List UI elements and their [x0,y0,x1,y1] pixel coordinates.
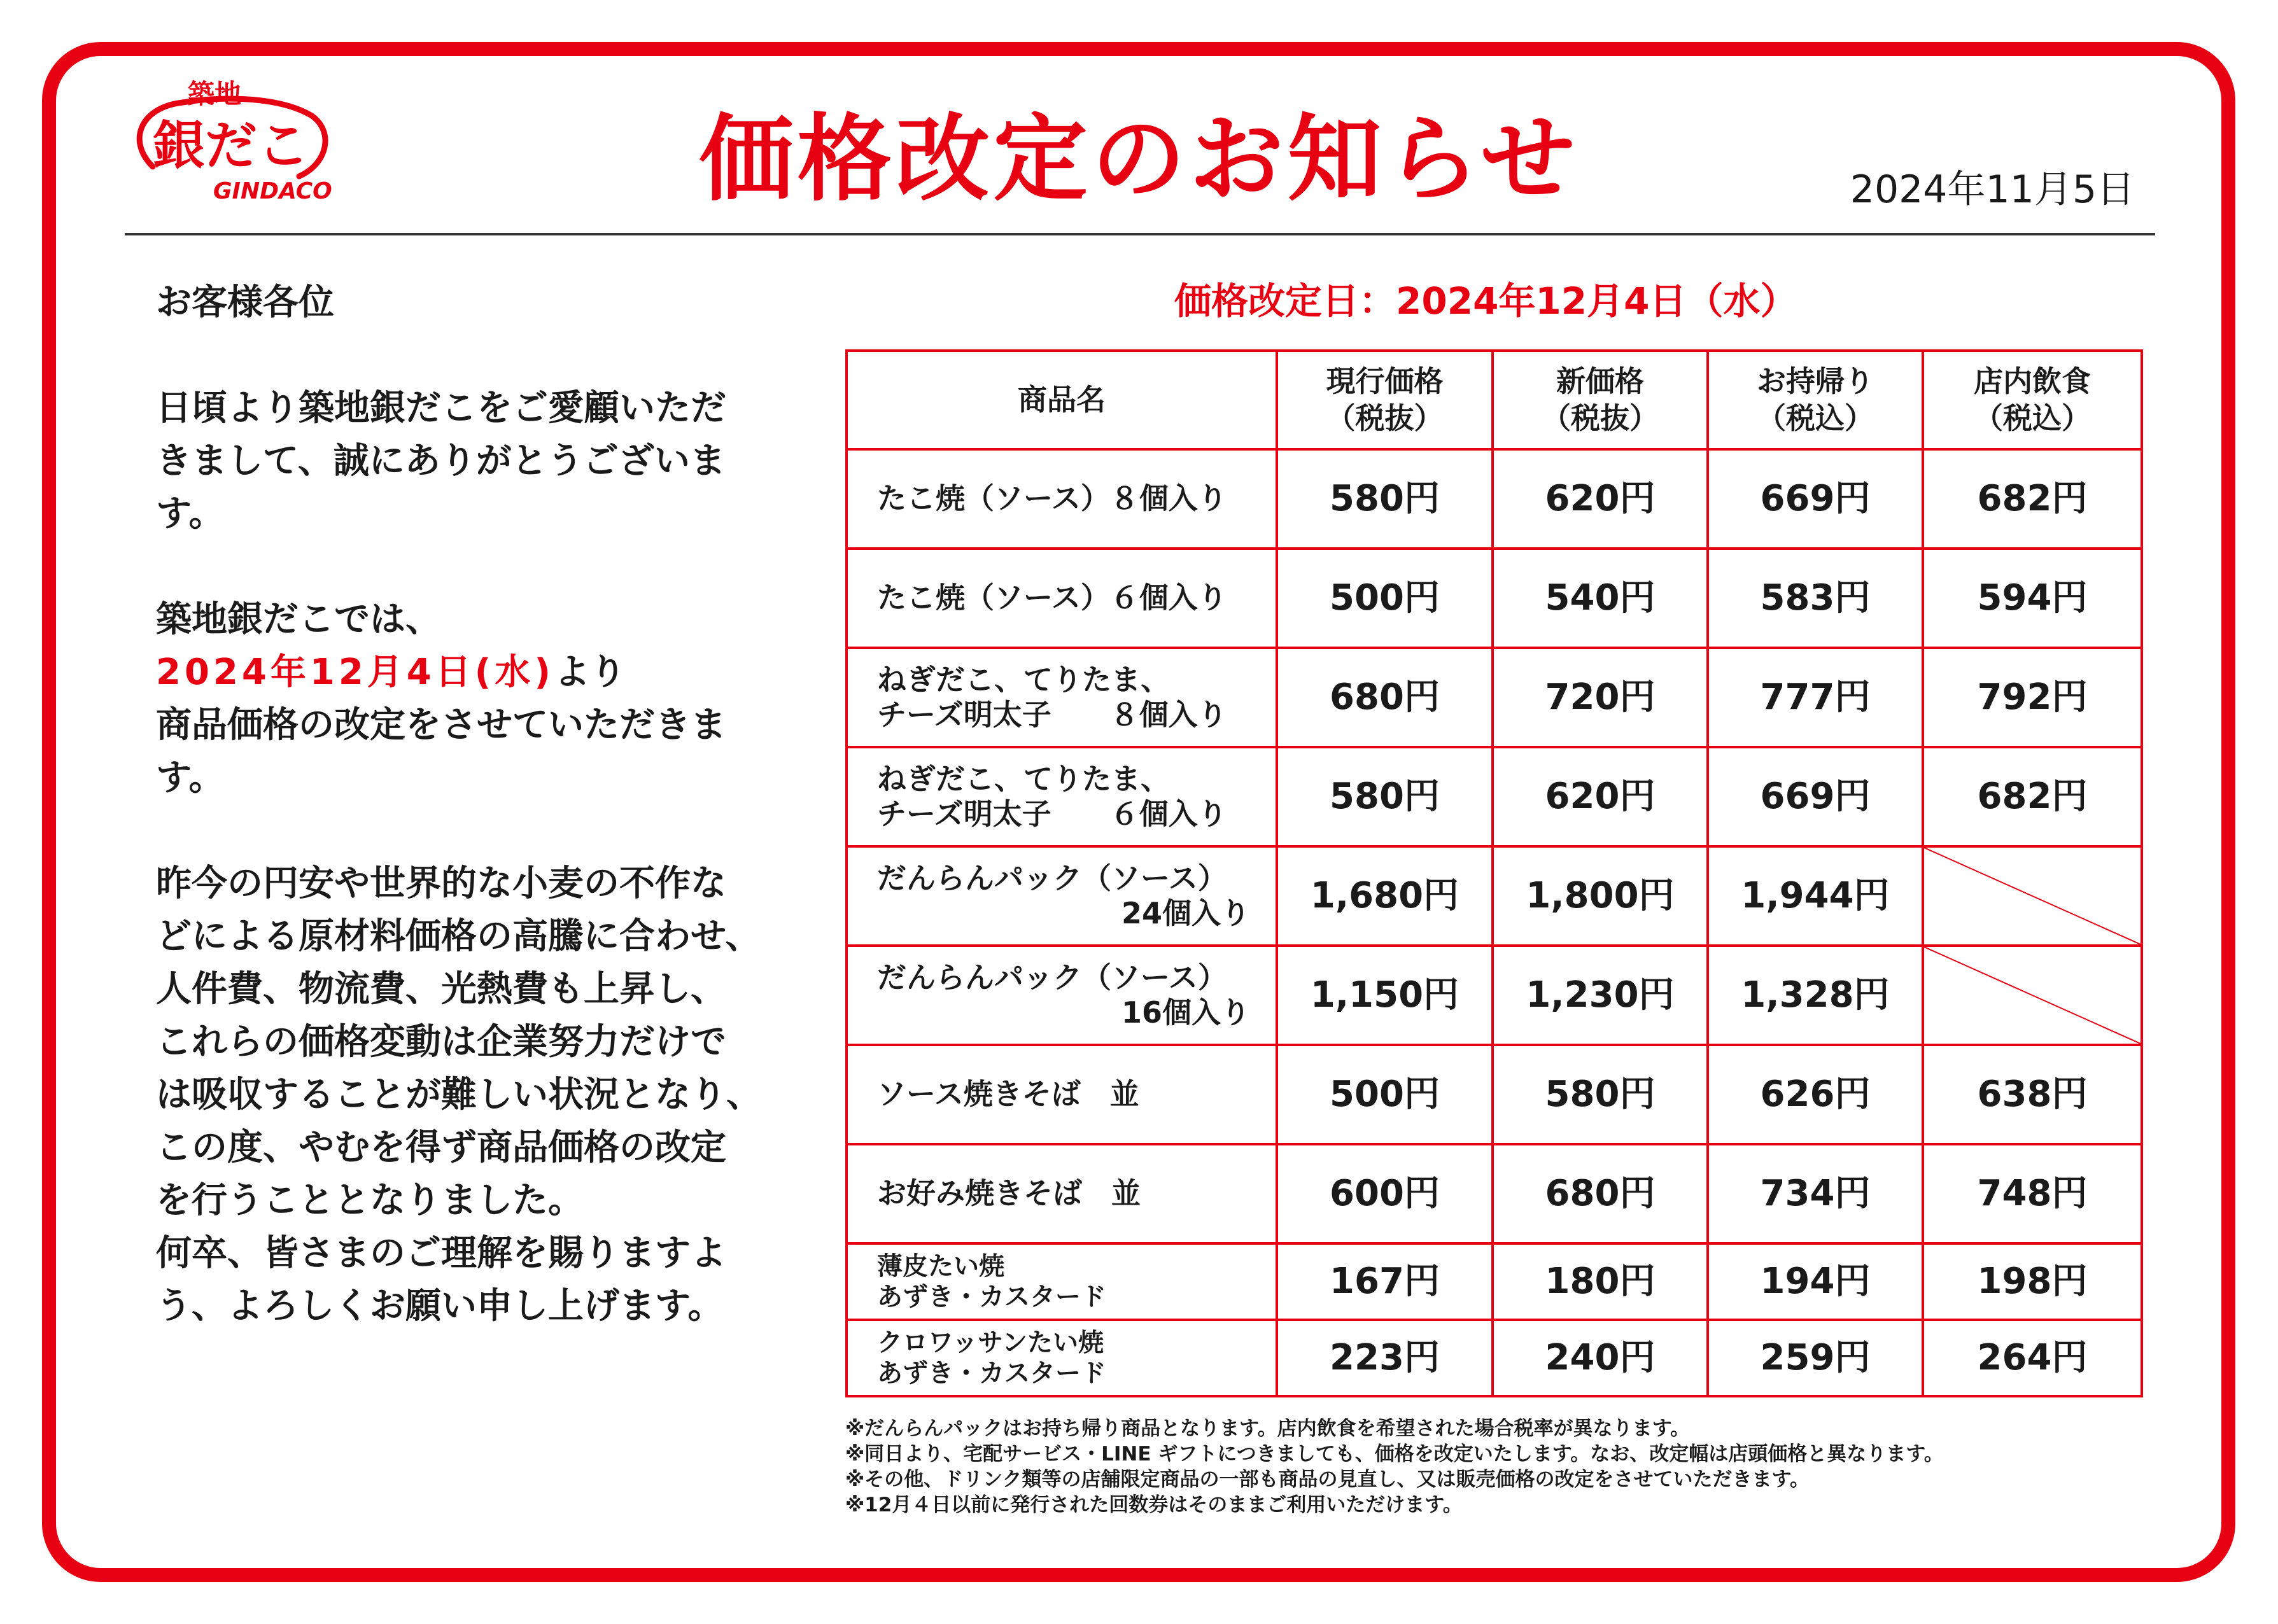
letter-line: 日頃より築地銀だこをご愛顧いただ [156,388,726,429]
product-name: ソース焼きそば 並 [847,1045,1277,1144]
current-price: 1,680円 [1277,846,1493,946]
letter-line: きまして、誠にありがとうございま [156,440,726,482]
current-price: 680円 [1277,648,1493,747]
current-price: 500円 [1277,549,1493,648]
eatin-not-available [1923,846,2142,946]
product-name: だんらんパック（ソース） 16個入り [847,946,1277,1045]
current-price: 167円 [1277,1243,1493,1320]
header-current-price: 現行価格 （税抜） [1277,351,1493,449]
current-price: 500円 [1277,1045,1493,1144]
new-price: 540円 [1493,549,1708,648]
header-eatin-price: 店内飲食 （税込） [1923,351,2142,449]
eatin-price: 748円 [1923,1144,2142,1243]
letter-line: 昨今の円安や世界的な小麦の不作な [156,863,726,904]
eatin-price: 198円 [1923,1243,2142,1320]
logo-main-text: 銀だこ [153,116,310,176]
takeout-price: 777円 [1708,648,1923,747]
takeout-price: 1,944円 [1708,846,1923,946]
new-price: 1,230円 [1493,946,1708,1045]
product-name: ねぎだこ、てりたま、 チーズ明太子 ８個入り [847,648,1277,747]
revision-date-highlight: 2024年12月4日(水) [156,652,554,693]
table-row [847,846,2142,946]
issue-date: 2024年11月5日 [1850,167,2135,212]
current-price: 1,150円 [1277,946,1493,1045]
new-price: 620円 [1493,747,1708,846]
header-divider [125,233,2155,235]
new-price: 240円 [1493,1320,1708,1396]
table-row [847,648,2142,747]
footnotes [845,1419,1944,1521]
footnote: ※12月４日以前に発行された回数券はそのままご利用いただけます。 [845,1494,1463,1516]
letter-line: この度、やむを得ず商品価格の改定 [156,1127,726,1168]
product-name: 薄皮たい焼 あずき・カスタード [847,1243,1277,1320]
letter-line: どによる原材料価格の高騰に合わせ、 [156,916,761,957]
product-name: だんらんパック（ソース） 24個入り [847,846,1277,946]
table-row [847,1045,2142,1144]
table-row [847,747,2142,846]
header-takeout-price: お持帰り （税込） [1708,351,1923,449]
product-name: たこ焼（ソース）８個入り [847,449,1277,549]
footnote: ※だんらんパックはお持ち帰り商品となります。店内飲食を希望された場合税率が異なります。 [845,1417,1691,1440]
letter-line: を行うこととなりました。 [156,1180,584,1221]
takeout-price: 1,328円 [1708,946,1923,1045]
eatin-price: 638円 [1923,1045,2142,1144]
product-name: お好み焼きそば 並 [847,1144,1277,1243]
new-price: 680円 [1493,1144,1708,1243]
new-price: 1,800円 [1493,846,1708,946]
footnote: ※同日より、宅配サービス・LINE ギフトにつきましても、価格を改定いたします。なお、改定幅は店頭価格と異なります。 [845,1443,1944,1466]
eatin-price: 792円 [1923,648,2142,747]
takeout-price: 734円 [1708,1144,1923,1243]
letter-line: 商品価格の改定をさせていただきま [156,704,726,746]
eatin-price: 264円 [1923,1320,2142,1396]
customer-letter [156,282,818,1341]
table-row [847,1243,2142,1320]
table-header-row [847,351,2142,449]
eatin-price: 594円 [1923,549,2142,648]
logo-top-text: 築地 [188,78,242,109]
letter-line: 何卒、皆さまのご理解を賜りますよ [156,1233,726,1274]
product-name: たこ焼（ソース）６個入り [847,549,1277,648]
letter-line: す。 [156,493,225,535]
takeout-price: 669円 [1708,449,1923,549]
current-price: 580円 [1277,747,1493,846]
current-price: 580円 [1277,449,1493,549]
page-title: 価格改定のお知らせ [699,104,1579,214]
eatin-not-available [1923,946,2142,1045]
current-price: 223円 [1277,1320,1493,1396]
header-new-price: 新価格 （税抜） [1493,351,1708,449]
current-price: 600円 [1277,1144,1493,1243]
logo-sub-text: GINDACO [213,178,332,204]
table-row [847,549,2142,648]
effective-date: 価格改定日：2024年12月4日（水） [1174,279,1797,323]
letter-line: す。 [156,757,225,799]
salutation: お客様各位 [156,282,334,323]
table-row [847,449,2142,549]
header-product-name: 商品名 [847,351,1277,449]
letter-line: う、よろしくお願い申し上げます。 [156,1285,724,1327]
letter-line: は吸収することが難しい状況となり、 [156,1074,762,1116]
price-table [845,349,2143,1397]
table-row [847,1320,2142,1396]
eatin-price: 682円 [1923,747,2142,846]
table-row [847,1144,2142,1243]
new-price: 620円 [1493,449,1708,549]
takeout-price: 626円 [1708,1045,1923,1144]
footnote: ※その他、ドリンク類等の店舗限定商品の一部も商品の見直し、又は販売価格の改定をさせていただきます。 [845,1468,1810,1491]
letter-line: これらの価格変動は企業努力だけで [156,1021,726,1063]
takeout-price: 669円 [1708,747,1923,846]
table-row [847,946,2142,1045]
new-price: 720円 [1493,648,1708,747]
eatin-price: 682円 [1923,449,2142,549]
product-name: ねぎだこ、てりたま、 チーズ明太子 ６個入り [847,747,1277,846]
letter-line: 築地銀だこでは、 [156,599,441,640]
new-price: 580円 [1493,1045,1708,1144]
letter-line: 人件費、物流費、光熱費も上昇し、 [156,969,726,1010]
product-name: クロワッサンたい焼 あずき・カスタード [847,1320,1277,1396]
takeout-price: 259円 [1708,1320,1923,1396]
new-price: 180円 [1493,1243,1708,1320]
letter-line: より [554,652,626,693]
takeout-price: 194円 [1708,1243,1923,1320]
takeout-price: 583円 [1708,549,1923,648]
